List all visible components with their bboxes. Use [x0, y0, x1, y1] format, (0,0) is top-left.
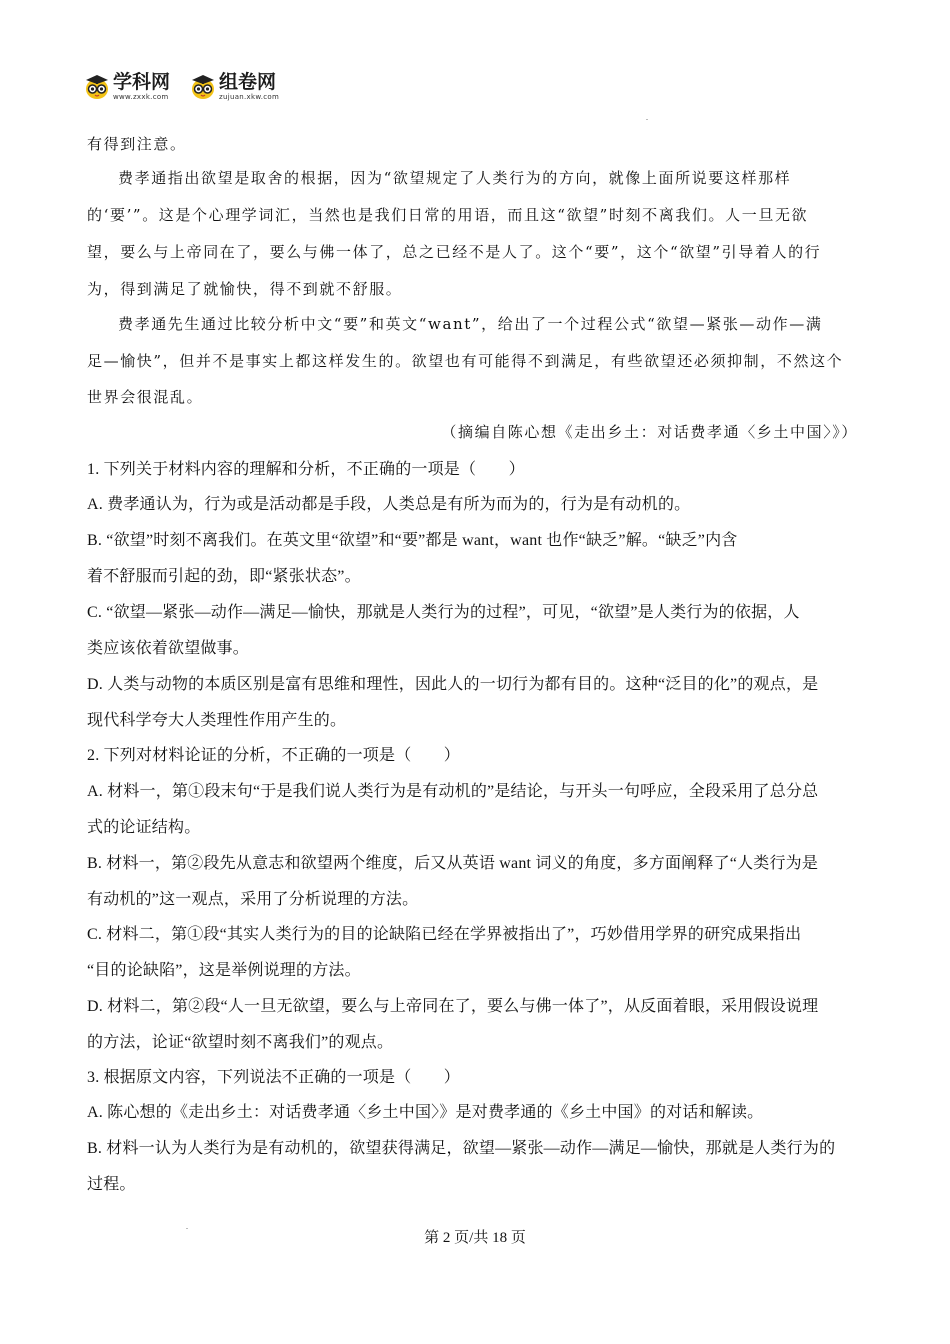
option-line: B. 材料一认为人类行为是有动机的，欲望获得满足，欲望—紧张—动作—满足—愉快，那就是人类行为的 — [87, 1140, 836, 1157]
logo-url: zujuan.xkw.com — [219, 93, 280, 101]
option-line: 式的论证结构。 — [87, 819, 201, 836]
passage-line: 有得到注意。 — [87, 135, 187, 153]
passage-line: 足—愉快”，但并不是事实上都这样发生的。欲望也有可能得不到满足，有些欲望还必须抑制，不然这个 — [87, 352, 844, 370]
question-stem: 1. 下列关于材料内容的理解和分析，不正确的一项是（ ） — [87, 461, 525, 478]
option-line: B. 材料一，第②段先从意志和欲望两个维度，后又从英语 want 词义的角度，多方面阐释了“人类行为是 — [87, 855, 819, 872]
passage-line: 世界会很混乱。 — [87, 388, 204, 406]
option-line: B. “欲望”时刻不离我们。在英文里“欲望”和“要”都是 want，want 也作“缺乏”解。“缺乏”内含 — [87, 532, 738, 549]
option-line: A. 费孝通认为，行为或是活动都是手段，人类总是有所为而为的，行为是有动机的。 — [87, 496, 691, 513]
option-line: “目的论缺陷”，这是举例说理的方法。 — [87, 962, 361, 979]
question-stem: 3. 根据原文内容，下列说法不正确的一项是（ ） — [87, 1069, 461, 1086]
passage-line: 的‘要’”。这是个心理学词汇，当然也是我们日常的用语，而且这“欲望”时刻不离我们。人一旦无欲 — [87, 206, 809, 224]
passage-line: 为，得到满足了就愉快，得不到就不舒服。 — [87, 280, 403, 298]
option-line: A. 陈心想的《走出乡土：对话费孝通〈乡土中国〉》是对费孝通的《乡土中国》的对话和解读。 — [87, 1104, 764, 1121]
scan-dot — [646, 119, 648, 120]
logo-url: www.zxxk.com — [113, 93, 169, 101]
option-line: 的方法，论证“欲望时刻不离我们”的观点。 — [87, 1034, 394, 1051]
logo-title: 学科网 — [113, 71, 171, 93]
option-line: 类应该依着欲望做事。 — [87, 640, 250, 657]
option-line: C. 材料二，第①段“其实人类行为的目的论缺陷已经在学界被指出了”，巧妙借用学界的研究成果指出 — [87, 926, 802, 943]
option-line: 过程。 — [87, 1176, 136, 1193]
option-line: C. “欲望—紧张—动作—满足—愉快，那就是人类行为的过程”，可见，“欲望”是人类行为的依据，人 — [87, 604, 800, 621]
passage-line: 费孝通指出欲望是取舍的根据，因为“欲望规定了人类行为的方向，就像上面所说要这样那样 — [118, 169, 792, 187]
xuekewang-logo[interactable] — [84, 70, 170, 104]
owl-mascot-icon — [84, 74, 110, 100]
page-number: 第 2 页/共 18 页 — [424, 1230, 526, 1246]
passage-source: （摘编自陈心想《走出乡土：对话费孝通〈乡土中国〉》） — [441, 423, 858, 441]
question-stem: 2. 下列对材料论证的分析，不正确的一项是（ ） — [87, 747, 461, 764]
option-line: D. 人类与动物的本质区别是富有思维和理性，因此人的一切行为都有目的。这种“泛目的化”的观点，是 — [87, 676, 819, 693]
zujuanwang-logo[interactable] — [190, 70, 279, 104]
passage-line: 望，要么与上帝同在了，要么与佛一体了，总之已经不是人了。这个“要”，这个“欲望”引导着人的行 — [87, 243, 822, 261]
passage-line: 费孝通先生通过比较分析中文“要”和英文“want”，给出了一个过程公式“欲望—紧张—动作—满 — [118, 315, 823, 333]
logo-title: 组卷网 — [219, 71, 277, 93]
option-line: A. 材料一，第①段末句“于是我们说人类行为是有动机的”是结论，与开头一句呼应，全段采用了总分总 — [87, 783, 819, 800]
option-line: 着不舒服而引起的劲，即“紧张状态”。 — [87, 568, 361, 585]
option-line: 有动机的”这一观点，采用了分析说理的方法。 — [87, 891, 419, 908]
option-line: D. 材料二，第②段“人一旦无欲望，要么与上帝同在了，要么与佛一体了”，从反面着眼，采用假设说理 — [87, 998, 819, 1015]
owl-mascot-icon — [190, 74, 216, 100]
option-line: 现代科学夸大人类理性作用产生的。 — [87, 712, 347, 729]
